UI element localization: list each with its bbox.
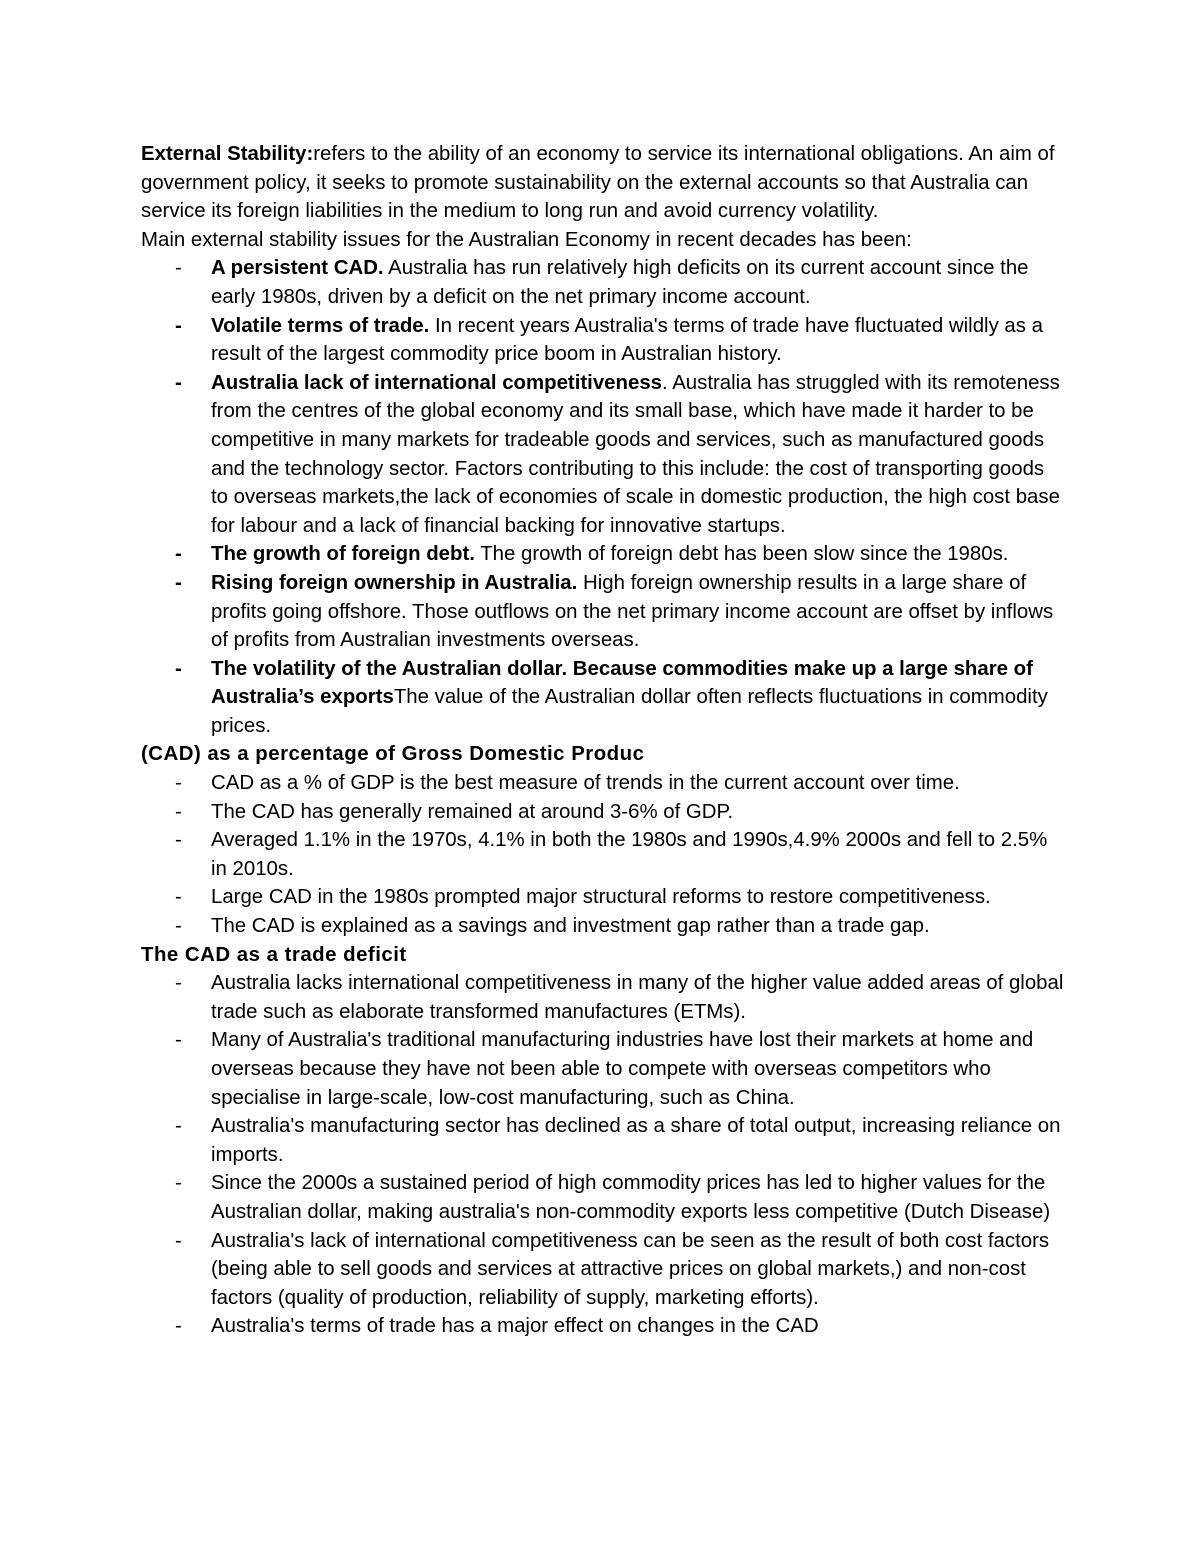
issue-title: The growth of foreign debt. — [211, 543, 475, 566]
issue-item — [211, 569, 1066, 655]
issue-text: . Australia has struggled with its remoteness from the centres of the global economy and its small base, which have made it harder to be competitive in many markets for tradeable goods and services, such as manufactured goods and the technology sector. Factors contributing to this include: the cost of transporting goods to overseas markets,the lack of economies of scale in domestic production, the high cost base for labour and a lack of financial backing for innovative startups. — [211, 371, 1060, 537]
list-item: - The CAD has generally remained at around 3-6% of GDP. — [211, 798, 1066, 827]
list-item: - CAD as a % of GDP is the best measure of trends in the current account over time. — [211, 769, 1066, 798]
list-item: - Australia's lack of international competitiveness can be seen as the result of both cost factors (being able to sell goods and services at attractive prices on global markets,) and non-cost factors (quality of production, reliability of supply, marketing efforts). — [211, 1227, 1066, 1313]
issue-item — [211, 540, 1066, 569]
intro-term: External Stability: — [141, 143, 314, 165]
intro-text: refers to the ability of an economy to service its international obligations. An aim of government policy, it seeks to promote sustainability on the external accounts so that Australia can service its foreign liabilities in the medium to long run and avoid currency volatility. — [141, 143, 1055, 223]
issue-text: In recent years Australia's terms of trade have fluctuated wildly as a result of the largest commodity price boom in Australian history. — [211, 314, 1043, 366]
issues-lead: Main external stability issues for the Australian Economy in recent decades has been: — [141, 228, 912, 251]
issue-title: Rising foreign ownership in Australia. — [211, 571, 578, 594]
trade-deficit-heading: The CAD as a trade deficit — [141, 943, 407, 966]
list-item: - Averaged 1.1% in the 1970s, 4.1% in both the 1980s and 1990s,4.9% 2000s and fell to 2.5% in 2010s. — [211, 826, 1066, 883]
cad-gdp-list — [141, 769, 1066, 941]
issue-text: High foreign ownership results in a large share of profits going offshore. Those outflows on the net primary income account are offset by inflows of profits from Australian investments overseas. — [211, 571, 1054, 652]
trade-deficit-list — [141, 969, 1066, 1341]
issue-item — [211, 312, 1066, 369]
issue-item — [211, 254, 1066, 311]
issue-title: The volatility of the Australian dollar. Because commodities make up a large share of Australia’s exports — [211, 657, 1033, 709]
issues-list — [141, 254, 1066, 740]
issue-text: Australia has run relatively high deficits on its current account since the early 1980s, driven by a deficit on the net primary income account. — [211, 257, 1029, 308]
issue-title: A persistent CAD. — [211, 257, 384, 280]
intro-paragraph — [141, 140, 1066, 226]
document-page — [141, 140, 1066, 1341]
issue-item — [211, 369, 1066, 541]
list-item: - Australia lacks international competitiveness in many of the higher value added areas of global trade such as elaborate transformed manufactures (ETMs). — [211, 969, 1066, 1026]
list-item: - The CAD is explained as a savings and investment gap rather than a trade gap. — [211, 912, 1066, 941]
issue-title: Volatile terms of trade. — [211, 314, 430, 337]
list-item: - Since the 2000s a sustained period of high commodity prices has led to higher values for the Australian dollar, making australia's non-commodity exports less competitive (Dutch Disease) — [211, 1169, 1066, 1226]
list-item: - Large CAD in the 1980s prompted major structural reforms to restore competitiveness. — [211, 883, 1066, 912]
issue-item — [211, 655, 1066, 741]
issue-text: The value of the Australian dollar often reflects fluctuations in commodity prices. — [211, 686, 1048, 737]
issue-title: Australia lack of international competitiveness — [211, 371, 662, 394]
list-item: - Australia's manufacturing sector has declined as a share of total output, increasing reliance on imports. — [211, 1112, 1066, 1169]
cad-gdp-heading: (CAD) as a percentage of Gross Domestic Produc — [141, 743, 645, 766]
list-item: - Many of Australia's traditional manufacturing industries have lost their markets at home and overseas because they have not been able to compete with overseas competitors who specialise in large-scale, low-cost manufacturing, such as China. — [211, 1026, 1066, 1112]
issue-text: The growth of foreign debt has been slow since the 1980s. — [474, 543, 1009, 566]
list-item: - Australia's terms of trade has a major effect on changes in the CAD — [211, 1312, 1066, 1341]
